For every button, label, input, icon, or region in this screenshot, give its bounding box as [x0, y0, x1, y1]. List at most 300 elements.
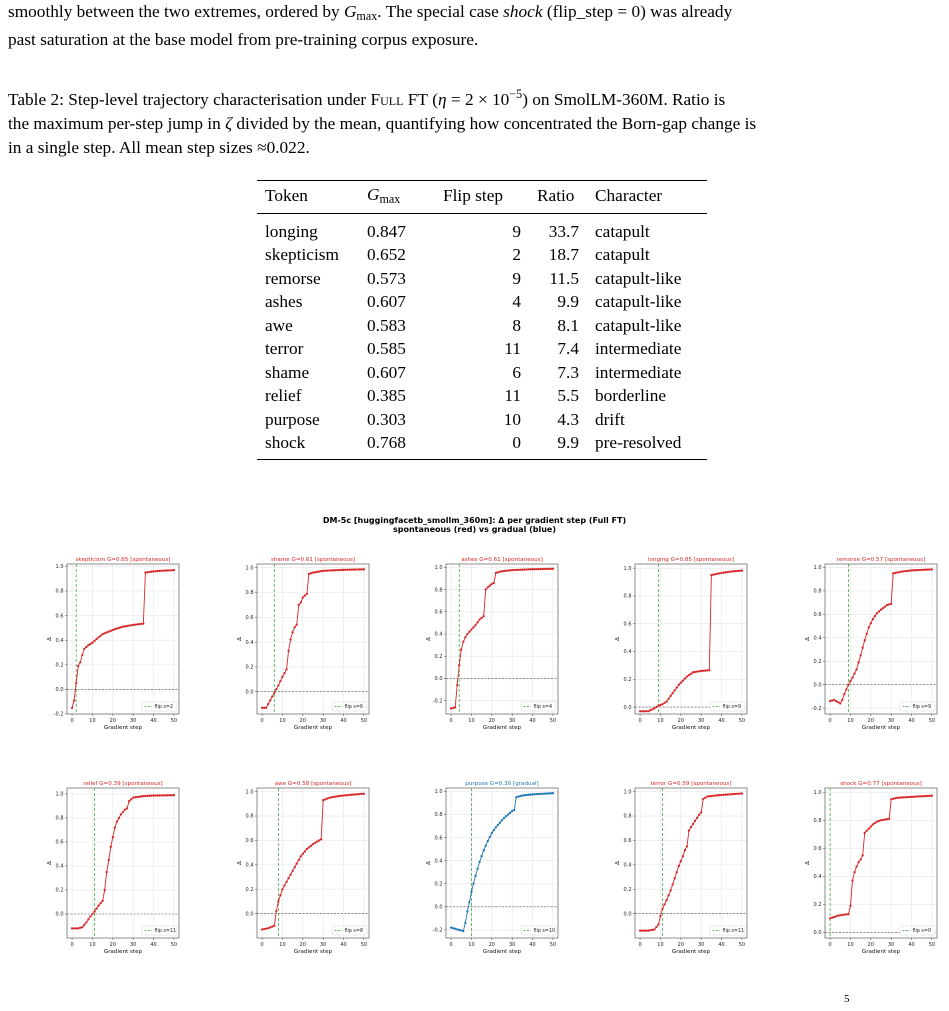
data-point: [661, 703, 663, 705]
plot-frame: [67, 788, 179, 938]
data-point: [296, 862, 298, 864]
x-tick-label: 20: [677, 942, 685, 948]
trajectory-figure: [0, 508, 949, 1011]
plot-frame: [446, 788, 558, 938]
x-tick-label: 50: [360, 718, 368, 724]
x-tick-label: 30: [129, 718, 137, 724]
y-tick-label: 0.6: [623, 838, 632, 845]
data-point: [692, 823, 694, 825]
legend-label: flip s=4: [533, 705, 552, 711]
x-tick-label: 10: [279, 942, 286, 948]
data-point: [101, 633, 103, 635]
x-tick-label: 40: [340, 718, 347, 724]
x-tick-label: 0: [449, 718, 453, 724]
data-point: [112, 629, 114, 631]
data-point: [294, 866, 296, 868]
data-point: [866, 830, 868, 832]
series-line: [640, 571, 742, 712]
y-tick-label: 0.4: [434, 631, 443, 638]
data-point: [540, 793, 542, 795]
y-tick-label: 0.6: [245, 838, 254, 845]
data-point: [108, 630, 110, 632]
data-point: [833, 916, 835, 918]
x-axis-label: Gradient step: [482, 725, 522, 731]
data-point: [639, 930, 641, 932]
data-point: [328, 569, 330, 571]
data-point: [831, 699, 833, 701]
data-point: [144, 795, 146, 797]
data-point: [152, 794, 154, 796]
x-axis-label: Gradient step: [861, 949, 901, 955]
y-tick-label: 0.8: [55, 815, 64, 822]
data-point: [163, 569, 165, 571]
data-point: [287, 650, 289, 652]
data-point: [643, 930, 645, 932]
plot-frame: [67, 564, 179, 714]
x-tick-label: 10: [279, 718, 286, 724]
data-point: [684, 677, 686, 679]
data-point: [361, 793, 363, 795]
data-point: [346, 794, 348, 796]
data-point: [136, 623, 138, 625]
data-point: [849, 905, 851, 907]
data-point: [169, 794, 171, 796]
data-point: [126, 807, 128, 809]
data-point: [914, 569, 916, 571]
data-point: [480, 617, 482, 619]
data-point: [344, 569, 346, 571]
plot-frame: [446, 564, 558, 714]
data-point: [523, 794, 525, 796]
data-point: [97, 636, 99, 638]
trajectory-table: [257, 180, 707, 460]
y-tick-label: 0.4: [813, 874, 822, 881]
data-point: [700, 670, 702, 672]
cell-character: catapult-like: [595, 268, 682, 288]
data-point: [289, 873, 291, 875]
panel-title: ashes G=0.61 [spontaneous]: [461, 557, 543, 563]
y-tick-label: 0.8: [623, 813, 632, 820]
data-point: [917, 795, 919, 797]
data-point: [336, 569, 338, 571]
data-point: [690, 673, 692, 675]
data-point: [306, 848, 308, 850]
data-point: [880, 609, 882, 611]
data-point: [263, 707, 265, 709]
cell-g: 0.573: [367, 268, 406, 288]
data-point: [676, 871, 678, 873]
data-point: [499, 821, 501, 823]
data-point: [320, 838, 322, 840]
data-point: [892, 798, 894, 800]
data-point: [462, 641, 464, 643]
y-tick-label: 0.0: [813, 930, 822, 937]
y-tick-label: 0.4: [55, 637, 64, 644]
x-tick-label: 40: [150, 718, 157, 724]
data-point: [300, 601, 302, 603]
data-point: [870, 825, 872, 827]
data-point: [698, 670, 700, 672]
data-point: [733, 793, 735, 795]
y-tick-label: 1.0: [623, 789, 632, 796]
figure-title-line-2: spontaneous (red) vs gradual (blue): [392, 525, 557, 534]
data-point: [857, 861, 859, 863]
data-point: [132, 624, 134, 626]
data-point: [684, 849, 686, 851]
cell-flip: 2: [512, 245, 521, 265]
data-point: [318, 570, 320, 572]
x-tick-label: 40: [529, 942, 536, 948]
data-point: [548, 568, 550, 570]
data-point: [452, 927, 454, 929]
data-point: [874, 615, 876, 617]
data-point: [923, 569, 925, 571]
cell-token: relief: [265, 386, 302, 406]
figure-svg: [0, 508, 949, 1011]
legend-label: flip s=8: [344, 929, 363, 935]
plot-frame: [825, 564, 937, 714]
x-axis-label: Gradient step: [103, 949, 143, 955]
data-point: [287, 877, 289, 879]
data-point: [483, 615, 485, 617]
data-point: [134, 623, 136, 625]
x-tick-label: 0: [70, 942, 74, 948]
x-axis-label: Gradient step: [482, 949, 522, 955]
data-point: [663, 702, 665, 704]
legend-label: flip s=9: [722, 705, 741, 711]
data-point: [674, 689, 676, 691]
data-point: [704, 797, 706, 799]
data-point: [263, 928, 265, 930]
y-tick-label: 0.2: [434, 653, 443, 660]
data-point: [144, 571, 146, 573]
data-point: [688, 830, 690, 832]
cell-flip: 9: [512, 221, 521, 241]
cell-token: shame: [265, 362, 310, 382]
data-point: [686, 675, 688, 677]
data-point: [462, 930, 464, 932]
data-point: [870, 622, 872, 624]
data-point: [682, 855, 684, 857]
data-point: [505, 815, 507, 817]
y-tick-label: 0.8: [245, 813, 254, 820]
data-point: [655, 706, 657, 708]
data-point: [330, 569, 332, 571]
data-point: [116, 627, 118, 629]
plot-frame: [257, 788, 369, 938]
series-line: [640, 793, 742, 930]
data-point: [357, 793, 359, 795]
data-point: [138, 796, 140, 798]
data-point: [346, 569, 348, 571]
x-tick-label: 30: [887, 718, 895, 724]
y-tick-label: 0.8: [813, 588, 822, 595]
data-point: [79, 927, 81, 929]
data-point: [507, 569, 509, 571]
x-tick-label: 40: [718, 942, 725, 948]
data-point: [104, 632, 106, 634]
data-point: [150, 795, 152, 797]
data-point: [495, 826, 497, 828]
data-point: [663, 903, 665, 905]
y-tick-label: 0.4: [245, 862, 254, 869]
data-point: [544, 793, 546, 795]
data-point: [291, 870, 293, 872]
data-point: [525, 568, 527, 570]
x-tick-label: 30: [697, 718, 705, 724]
x-axis-label: Gradient step: [671, 949, 711, 955]
data-point: [741, 792, 743, 794]
data-point: [122, 811, 124, 813]
y-tick-label: 0.2: [813, 658, 822, 665]
data-point: [735, 793, 737, 795]
data-point: [900, 796, 902, 798]
data-point: [71, 927, 73, 929]
data-point: [535, 568, 537, 570]
table-row: [257, 267, 707, 291]
data-point: [833, 699, 835, 701]
data-point: [71, 707, 73, 709]
data-point: [678, 684, 680, 686]
data-point: [540, 568, 542, 570]
y-tick-label: 0.6: [55, 613, 64, 620]
y-axis-label: Δ: [805, 637, 811, 641]
data-point: [173, 569, 175, 571]
table-row: [257, 385, 707, 409]
data-point: [120, 626, 122, 628]
cell-character: catapult-like: [595, 315, 682, 335]
y-tick-label: 1.0: [245, 789, 254, 796]
data-point: [106, 871, 108, 873]
data-point: [289, 638, 291, 640]
x-tick-label: 50: [170, 718, 178, 724]
cell-token: terror: [265, 339, 304, 359]
data-point: [690, 826, 692, 828]
data-point: [919, 795, 921, 797]
data-point: [731, 570, 733, 572]
panel-1: [237, 557, 369, 731]
x-tick-label: 50: [549, 718, 557, 724]
y-tick-label: 0.0: [55, 687, 64, 694]
data-point: [653, 707, 655, 709]
x-tick-label: 30: [697, 942, 705, 948]
header-token: Token: [265, 186, 308, 205]
data-point: [835, 915, 837, 917]
data-point: [519, 795, 521, 797]
data-point: [527, 794, 529, 796]
data-point: [332, 796, 334, 798]
y-tick-label: -0.2: [432, 698, 443, 705]
data-point: [363, 568, 365, 570]
data-point: [106, 631, 108, 633]
data-point: [878, 820, 880, 822]
data-point: [148, 571, 150, 573]
data-point: [503, 570, 505, 572]
data-point: [716, 794, 718, 796]
data-point: [340, 569, 342, 571]
cell-ratio: 9.9: [557, 292, 579, 312]
cell-g: 0.768: [367, 433, 406, 453]
data-point: [136, 796, 138, 798]
data-point: [140, 623, 142, 625]
data-point: [480, 855, 482, 857]
intro-line-1: smoothly between the two extremes, ordered by $G_{max}$. The special case shock (flip_step = 0) was already: [8, 2, 733, 23]
data-point: [902, 796, 904, 798]
data-point: [489, 836, 491, 838]
data-point: [472, 626, 474, 628]
data-point: [694, 671, 696, 673]
x-tick-label: 20: [867, 718, 875, 724]
data-point: [120, 813, 122, 815]
data-point: [653, 928, 655, 930]
legend-label: flip s=11: [722, 929, 745, 935]
data-point: [517, 569, 519, 571]
y-axis-label: Δ: [615, 637, 621, 641]
data-point: [888, 603, 890, 605]
x-tick-label: 0: [638, 942, 642, 948]
series-line: [830, 796, 932, 919]
y-tick-label: 1.0: [55, 791, 64, 798]
data-point: [847, 913, 849, 915]
x-tick-label: 40: [340, 942, 347, 948]
data-point: [641, 930, 643, 932]
cell-token: shock: [265, 433, 306, 453]
method-name: Full FT: [370, 90, 428, 109]
data-point: [83, 924, 85, 926]
x-tick-label: 50: [549, 942, 557, 948]
data-point: [864, 832, 866, 834]
data-point: [710, 574, 712, 576]
data-point: [645, 710, 647, 712]
data-point: [93, 640, 95, 642]
data-point: [478, 861, 480, 863]
data-point: [332, 569, 334, 571]
data-point: [81, 926, 83, 928]
data-point: [841, 699, 843, 701]
data-point: [302, 853, 304, 855]
header-ratio: Ratio: [537, 186, 575, 205]
data-point: [851, 879, 853, 881]
data-point: [680, 682, 682, 684]
data-point: [888, 818, 890, 820]
data-point: [316, 841, 318, 843]
data-point: [464, 922, 466, 924]
data-point: [704, 669, 706, 671]
data-point: [476, 868, 478, 870]
x-tick-label: 30: [319, 718, 327, 724]
plot-frame: [635, 788, 747, 938]
data-point: [523, 568, 525, 570]
data-point: [643, 710, 645, 712]
data-point: [163, 794, 165, 796]
cell-g: 0.847: [367, 221, 406, 241]
data-point: [359, 793, 361, 795]
data-point: [316, 571, 318, 573]
y-axis-label: Δ: [426, 861, 432, 865]
intro-paragraph: [8, 0, 941, 52]
data-point: [95, 907, 97, 909]
y-axis-label: Δ: [805, 861, 811, 865]
data-point: [667, 698, 669, 700]
x-tick-label: 0: [828, 942, 832, 948]
data-point: [487, 840, 489, 842]
data-point: [904, 570, 906, 572]
data-point: [724, 571, 726, 573]
data-point: [665, 700, 667, 702]
data-point: [696, 817, 698, 819]
data-point: [283, 884, 285, 886]
data-point: [657, 705, 659, 707]
data-point: [114, 628, 116, 630]
cell-character: catapult-like: [595, 292, 682, 312]
data-point: [676, 686, 678, 688]
y-tick-label: 0.2: [623, 886, 632, 893]
data-point: [872, 618, 874, 620]
data-point: [450, 926, 452, 928]
x-tick-label: 0: [260, 718, 264, 724]
data-point: [493, 582, 495, 584]
data-point: [99, 902, 101, 904]
data-point: [312, 572, 314, 574]
data-point: [169, 569, 171, 571]
data-point: [882, 607, 884, 609]
data-point: [853, 871, 855, 873]
y-tick-label: 1.0: [434, 789, 443, 796]
cell-g: 0.385: [367, 386, 406, 406]
data-point: [669, 695, 671, 697]
data-point: [898, 797, 900, 799]
cell-token: longing: [265, 221, 318, 241]
data-point: [702, 798, 704, 800]
data-point: [665, 899, 667, 901]
data-point: [686, 845, 688, 847]
data-point: [269, 926, 271, 928]
x-tick-label: 50: [738, 718, 746, 724]
legend-label: flip s=6: [344, 705, 363, 711]
data-point: [931, 568, 933, 570]
data-point: [680, 860, 682, 862]
data-point: [904, 796, 906, 798]
data-point: [146, 571, 148, 573]
y-tick-label: 0.2: [55, 887, 64, 894]
data-point: [150, 571, 152, 573]
data-point: [515, 796, 517, 798]
data-point: [267, 927, 269, 929]
data-point: [517, 796, 519, 798]
data-point: [509, 812, 511, 814]
panel-6: [237, 781, 369, 955]
data-point: [338, 795, 340, 797]
data-point: [338, 569, 340, 571]
table-row: [257, 361, 707, 385]
cell-character: catapult: [595, 245, 650, 265]
data-point: [460, 929, 462, 931]
data-point: [538, 793, 540, 795]
data-point: [334, 569, 336, 571]
data-point: [148, 795, 150, 797]
y-tick-label: 0.0: [623, 704, 632, 711]
data-point: [460, 648, 462, 650]
data-point: [275, 688, 277, 690]
data-point: [649, 929, 651, 931]
data-point: [519, 569, 521, 571]
data-point: [898, 571, 900, 573]
data-point: [641, 710, 643, 712]
y-tick-label: 0.8: [434, 587, 443, 594]
plot-frame: [635, 564, 747, 714]
data-point: [910, 569, 912, 571]
data-point: [651, 708, 653, 710]
